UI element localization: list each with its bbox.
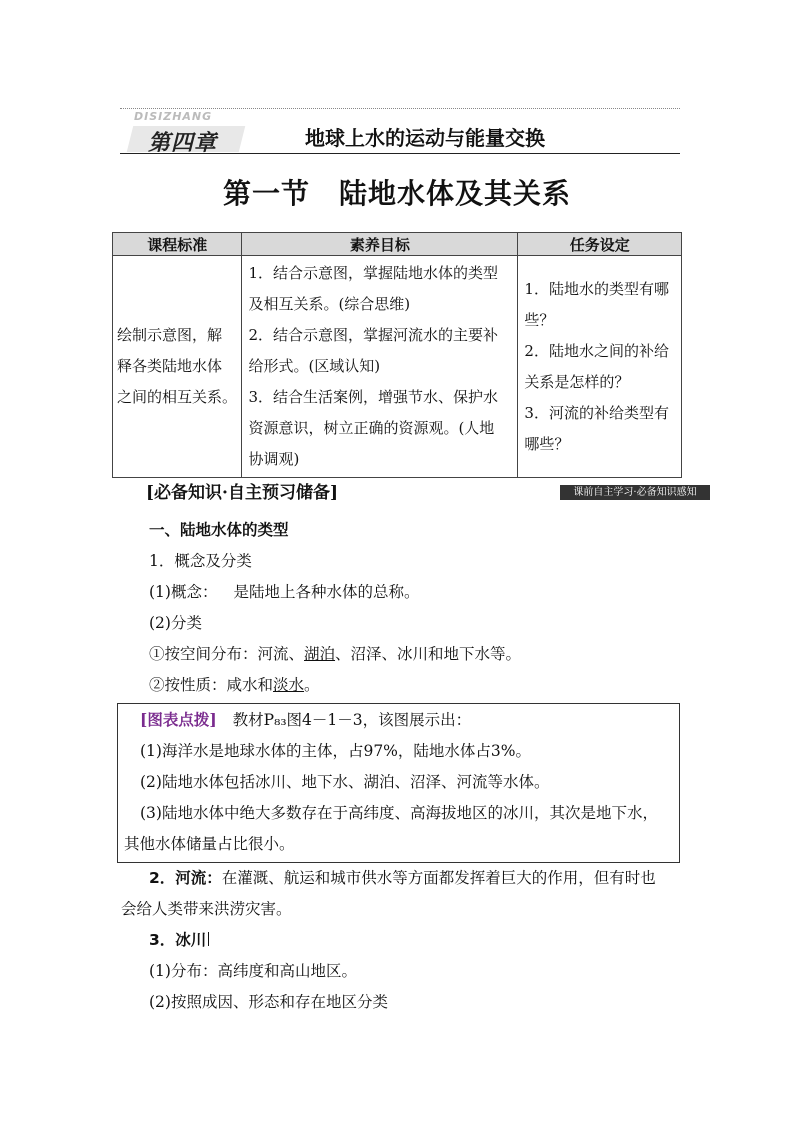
chart-tip-point-1: (1)海洋水是地球水体的主体，占97%，陆地水体占3%。 <box>140 742 531 760</box>
concept-line <box>149 580 419 602</box>
space-suffix: 、沼泽、冰川和地下水等。 <box>335 645 522 663</box>
space-prefix: ①按空间分布：河流、 <box>149 645 305 663</box>
table-row <box>113 256 682 478</box>
chart-tip-point-2: (2)陆地水体包括冰川、地下水、湖泊、沼泽、河流等水体。 <box>140 773 550 791</box>
goal-line: 2．结合示意图，掌握河流水的主要补 <box>248 326 498 344</box>
property-classification-line <box>149 673 320 695</box>
goal-line: 及相互关系。(综合思维) <box>248 295 411 313</box>
heading-concept: 1．概念及分类 <box>149 552 252 570</box>
standard-line: 之间的相互关系。 <box>117 388 238 406</box>
space-answer: 湖泊 <box>304 645 336 663</box>
property-answer: 淡水 <box>273 676 305 694</box>
task-line: 3．河流的补给类型有 <box>524 403 669 422</box>
task-line: 2．陆地水之间的补给 <box>524 341 669 360</box>
river-heading: 2．河流： <box>149 869 222 887</box>
section-banner: [必备知识·自主预习储备] <box>146 483 339 503</box>
cell-tasks <box>518 256 682 478</box>
cell-goals <box>242 256 518 478</box>
chapter-title: 地球上水的运动与能量交换 <box>305 126 545 150</box>
goal-line: 协调观) <box>248 450 300 468</box>
glacier-heading: 3．冰川 <box>149 931 207 949</box>
text-cursor <box>208 932 209 946</box>
glacier-classification: (2)按照成因、形态和存在地区分类 <box>149 993 388 1011</box>
space-classification-line <box>149 642 521 664</box>
glacier-distribution: (1)分布：高纬度和高山地区。 <box>149 962 357 980</box>
chapter-header <box>120 108 680 156</box>
goal-line: 资源意识，树立正确的资源观。(人地 <box>248 419 495 437</box>
chart-tip-point-3a: (3)陆地水体中绝大多数存在于高纬度、高海拔地区的冰川，其次是地下水， <box>140 804 658 822</box>
task-line: 哪些？ <box>524 434 570 453</box>
heading-land-water-types: 一、陆地水体的类型 <box>149 521 289 539</box>
task-line: 1．陆地水的类型有哪 <box>524 279 669 298</box>
table-header-row <box>113 233 682 256</box>
classify-heading: (2)分类 <box>149 614 202 632</box>
task-line: 些？ <box>524 310 555 329</box>
goal-line: 1．结合示意图，掌握陆地水体的类型 <box>248 264 498 282</box>
chapter-badge-label: 第四章 <box>148 131 218 156</box>
property-prefix: ②按性质：咸水和 <box>149 676 274 694</box>
chart-tip-intro-line <box>140 708 471 730</box>
task-line: 关系是怎样的？ <box>524 372 630 391</box>
chapter-badge <box>120 122 244 156</box>
river-text-a: 在灌溉、航运和城市供水等方面都发挥着巨大的作用，但有时也 <box>221 869 656 887</box>
goal-line: 3．结合生活案例，增强节水、保护水 <box>248 388 498 406</box>
chart-tip-label: [图表点拨] <box>140 710 217 729</box>
standard-line: 绘制示意图，解 <box>117 326 223 344</box>
river-line-1 <box>149 866 656 888</box>
chart-tip-point-3b: 其他水体储量占比很小。 <box>124 835 295 853</box>
section-tag: 课前自主学习·必备知识感知 <box>560 485 710 500</box>
property-suffix: 。 <box>304 676 320 694</box>
header-tasks: 任务设定 <box>518 233 682 256</box>
chart-tip-intro: 教材P₈₃图4－1－3，该图展示出： <box>232 711 472 729</box>
river-line-2: 会给人类带来洪涝灾害。 <box>121 900 292 918</box>
goal-line: 给形式。(区域认知) <box>248 357 381 375</box>
chapter-bottom-rule <box>120 153 680 154</box>
section-title: 第一节 陆地水体及其关系 <box>222 177 571 210</box>
chart-tip-box <box>117 703 680 863</box>
concept-text: 是陆地上各种水体的总称。 <box>233 583 420 601</box>
concept-prefix: (1)概念： <box>149 583 218 601</box>
chapter-top-rule <box>120 108 680 109</box>
standards-table <box>112 232 682 478</box>
glacier-heading-line <box>149 928 209 950</box>
cell-standard <box>113 256 242 478</box>
header-goals: 素养目标 <box>242 233 518 256</box>
header-standard: 课程标准 <box>113 233 242 256</box>
chapter-pinyin: DISIZHANG <box>134 110 213 123</box>
standard-line: 释各类陆地水体 <box>117 357 223 375</box>
